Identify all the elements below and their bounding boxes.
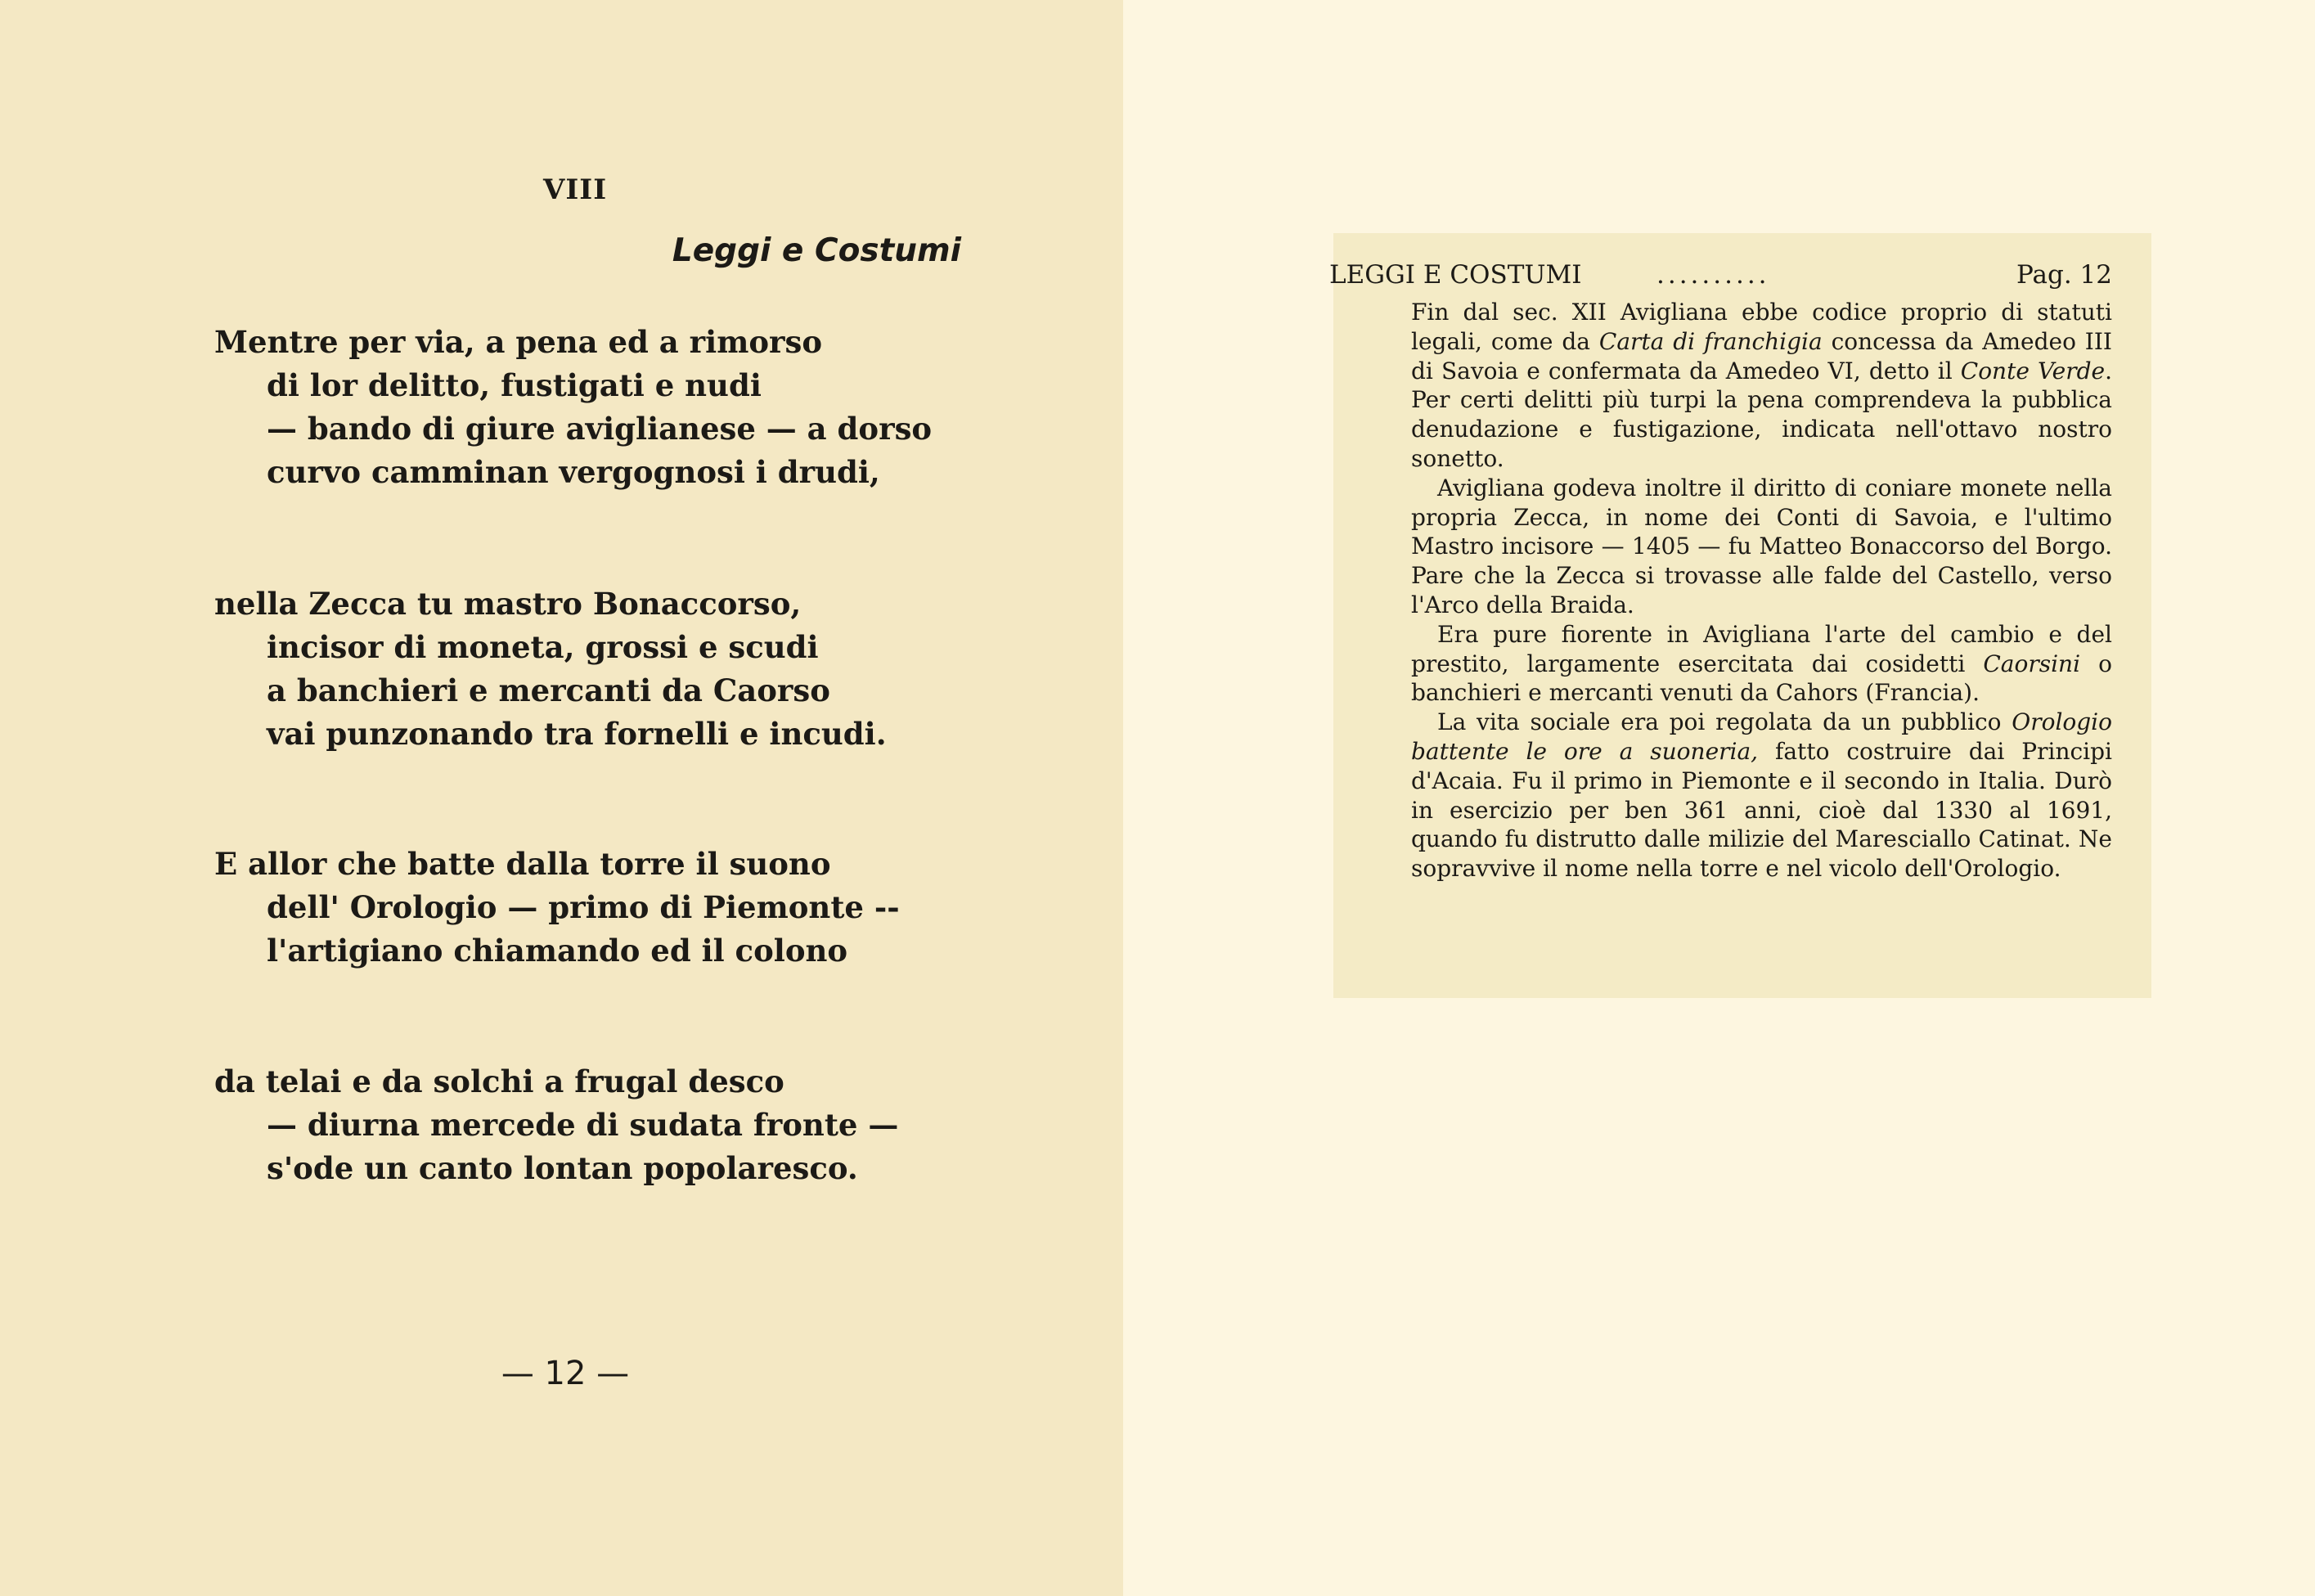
- note-paragraph: [1411, 708, 2112, 883]
- verse-line: vai punzonando tra fornelli e incudi.: [267, 716, 887, 752]
- verse-line: curvo camminan vergognosi i drudi,: [267, 454, 880, 490]
- verse-line: s'ode un canto lontan popolaresco.: [267, 1150, 858, 1186]
- verse-line: incisor di moneta, grossi e scudi: [267, 629, 819, 665]
- verse-line: di lor delitto, fustigati e nudi: [267, 367, 762, 403]
- verse-line: a banchieri e mercanti da Caorso: [267, 672, 830, 708]
- verse-line: Mentre per via, a pena ed a rimorso: [214, 324, 823, 360]
- verse-line: dell' Orologio — primo di Piemonte --: [267, 889, 900, 925]
- verse-line: da telai e da solchi a frugal desco: [214, 1063, 784, 1099]
- verse-line: nella Zecca tu mastro Bonaccorso,: [214, 586, 802, 622]
- note-italic: Orologio battente le ore a suoneria,: [1411, 708, 2112, 765]
- note-paragraph: Avigliana godeva inoltre il diritto di coniare monete nella propria Zecca, in nome dei Conti di Savoia, e l'ultimo Mastro incisore — 1405 — fu Matteo Bonaccorso del Borgo. Pare che la Zecca si trovasse alle falde del Castello, verso l'Arco della Braida.: [1411, 474, 2112, 618]
- note-italic: Caorsini: [1983, 650, 2081, 677]
- note-text: Fin dal sec. XII Avigliana ebbe codice proprio di statuti legali, come da: [1411, 299, 2112, 355]
- note-text: Era pure fiorente in Avigliana l'arte del cambio e del prestito, largamente esercitata dai cosidetti: [1411, 620, 2112, 677]
- note-body: [1411, 298, 2112, 883]
- note-text: o banchieri e mercanti venuti da Cahors (Francia).: [1411, 650, 2112, 707]
- stanza-4: [214, 1060, 898, 1190]
- stanza-1: [214, 321, 932, 494]
- note-page-ref: Pag. 12: [2016, 260, 2112, 290]
- verse-line: E allor che batte dalla torre il suono: [214, 846, 831, 882]
- verse-line: — diurna mercede di sudata fronte —: [267, 1107, 899, 1143]
- note-text: La vita sociale era poi regolata da un pubblico: [1437, 708, 2012, 736]
- page-number: — 12 —: [501, 1355, 630, 1392]
- stanza-3: [214, 843, 900, 973]
- note-text: fatto costruire dai Principi d'Acaia. Fu il primo in Piemonte e il secondo in Italia. Durò in esercizio per ben 361 anni, cioè dal 1330 al 1691, quando fu distrutto dalle milizie del Maresciallo Catinat. Ne sopravvive il nome nella torre e nel vicolo dell'Orologio.: [1411, 737, 2112, 883]
- sonnet-title: Leggi e Costumi: [672, 232, 961, 269]
- note-paragraph: [1411, 620, 2112, 708]
- note-heading-title: LEGGI E COSTUMI: [1329, 260, 1582, 290]
- note-heading: [1329, 260, 2112, 290]
- note-text: . Per certi delitti più turpi la pena comprendeva la pubblica denudazione e fustigazione, indicata nell'ottavo nostro sonetto.: [1411, 357, 2112, 472]
- verse-line: l'artigiano chiamando ed il colono: [267, 933, 848, 969]
- stanza-2: [214, 582, 887, 756]
- note-italic: Carta di franchigia: [1598, 327, 1823, 355]
- note-text: concessa da Amedeo III di Savoia e confermata da Amedeo VI, detto il: [1411, 327, 2112, 384]
- verse-line: — bando di giure aviglianese — a dorso: [267, 411, 933, 447]
- dot-leader: ..........: [1656, 260, 1770, 290]
- sonnet-numeral: VIII: [543, 173, 608, 206]
- note-italic: Conte Verde: [1960, 357, 2106, 384]
- note-paragraph: [1411, 298, 2112, 474]
